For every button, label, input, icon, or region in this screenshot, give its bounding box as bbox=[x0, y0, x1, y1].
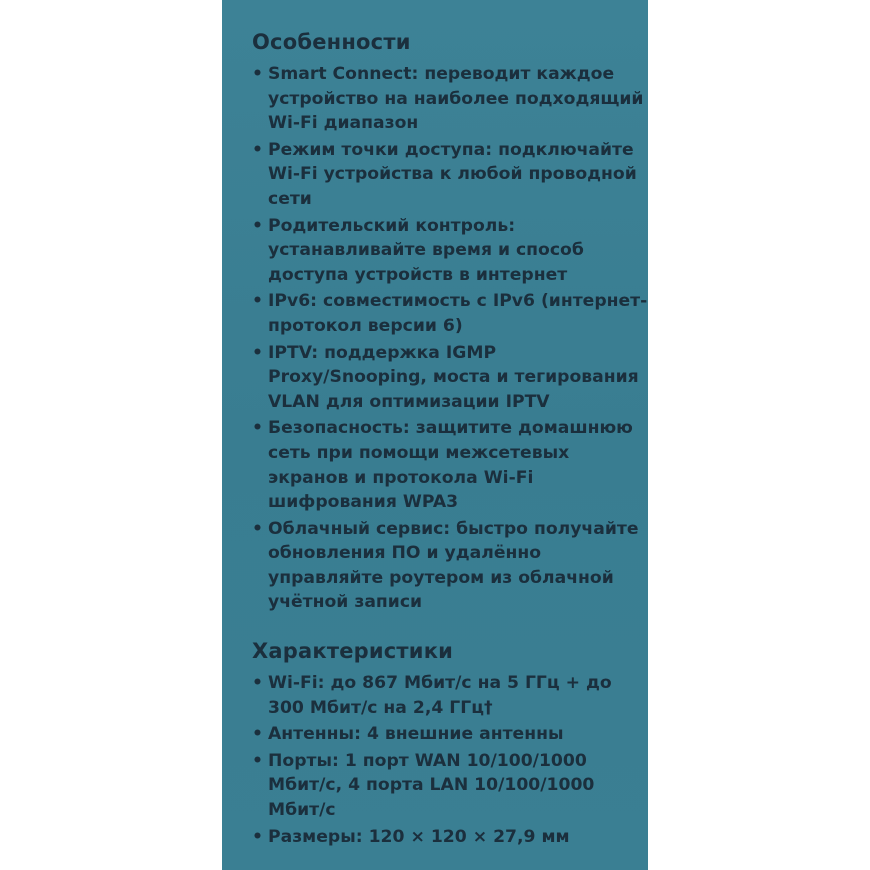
features-list bbox=[252, 62, 648, 615]
list-item: • Smart Connect: переводит каждое устройство на наиболее подходящий Wi-Fi диапазон bbox=[252, 62, 648, 136]
list-item: • IPv6: совместимость с IPv6 (интернет-протокол версии 6) bbox=[252, 289, 648, 338]
product-box-panel bbox=[222, 0, 648, 870]
features-heading: Особенности bbox=[252, 30, 411, 54]
list-item: • Порты: 1 порт WAN 10/100/1000 Мбит/с, 4 порта LAN 10/100/1000 Мбит/с bbox=[252, 749, 648, 823]
list-item: • Облачный сервис: быстро получайте обновления ПО и удалённо управляйте роутером из облачной учётной записи bbox=[252, 517, 648, 615]
list-item: • Родительский контроль: устанавливайте время и способ доступа устройств в интернет bbox=[252, 214, 648, 288]
list-item: • Антенны: 4 внешние антенны bbox=[252, 722, 648, 747]
list-item: • Безопасность: защитите домашнюю сеть при помощи межсетевых экранов и протокола Wi-Fi шифрования WPA3 bbox=[252, 416, 648, 514]
list-item: • Wi-Fi: до 867 Мбит/с на 5 ГГц + до 300 Мбит/с на 2,4 ГГц† bbox=[252, 671, 648, 720]
specs-heading: Характеристики bbox=[252, 639, 454, 664]
specs-list bbox=[252, 671, 648, 849]
list-item: • Размеры: 120 × 120 × 27,9 мм bbox=[252, 825, 648, 850]
list-item: • Режим точки доступа: подключайте Wi-Fi устройства к любой проводной сети bbox=[252, 138, 648, 212]
list-item: • IPTV: поддержка IGMP Proxy/Snooping, моста и тегирования VLAN для оптимизации IPTV bbox=[252, 341, 648, 415]
spec-content bbox=[252, 30, 648, 851]
